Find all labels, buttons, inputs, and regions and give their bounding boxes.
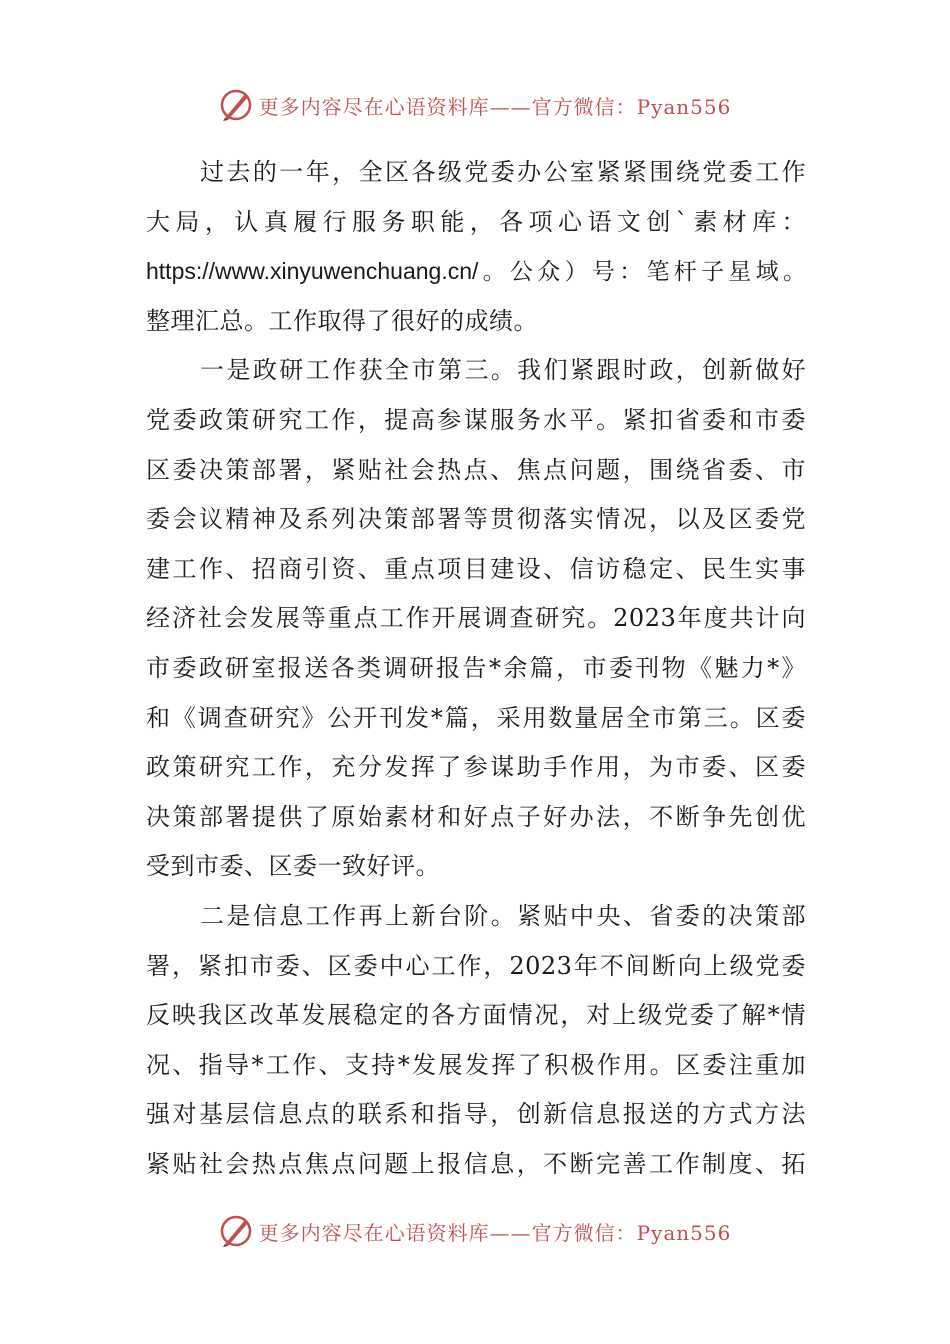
paragraph-line: 署，紧扣市委、区委中心工作，2023年不间断向上级党委 xyxy=(146,951,806,980)
paragraph-line: 二是信息工作再上新台阶。紧贴中央、省委的决策部 xyxy=(200,901,806,930)
paragraph-line: 况、指导*工作、支持*发展发挥了积极作用。区委注重加 xyxy=(146,1050,806,1079)
paragraph-line: 党委政策研究工作，提高参谋服务水平。紧扣省委和市委 xyxy=(146,405,806,434)
paragraph-line: 受到市委、区委一致好评。 xyxy=(146,852,440,881)
document-body xyxy=(146,148,806,1189)
paragraph-line: 区委决策部署，紧贴社会热点、焦点问题，围绕省委、市 xyxy=(146,455,806,484)
paragraph-line: 决策部署提供了原始素材和好点子好办法，不断争先创优 xyxy=(146,802,806,831)
header-banner-text: 更多内容尽在心语资料库——官方微信：Pyan556 xyxy=(258,94,732,119)
paragraph-line: 和《调查研究》公开刊发*篇，采用数量居全市第三。区委 xyxy=(146,703,806,732)
pen-logo-icon xyxy=(219,88,253,122)
paragraph-line: 大局，认真履行服务职能，各项心语文创`素材库： xyxy=(146,207,806,236)
paragraph-line: 建工作、招商引资、重点项目建设、信访稳定、民生实事 xyxy=(146,554,806,583)
paragraph-line: 市委政研室报送各类调研报告*余篇，市委刊物《魅力*》 xyxy=(146,653,806,682)
footer-banner xyxy=(0,1206,950,1256)
paragraph-line: 一是政研工作获全市第三。我们紧跟时政，创新做好 xyxy=(200,356,806,385)
paragraph-line: 反映我区改革发展稳定的各方面情况，对上级党委了解*情 xyxy=(146,1001,806,1030)
paragraph-line: 委会议精神及系列决策部署等贯彻落实情况，以及区委党 xyxy=(146,505,806,534)
paragraph-line: 经济社会发展等重点工作开展调查研究。2023年度共计向 xyxy=(146,604,806,633)
header-banner xyxy=(0,80,950,130)
paragraph-line: 整理汇总。工作取得了很好的成绩。 xyxy=(146,306,538,335)
paragraph-line: 紧贴社会热点焦点问题上报信息，不断完善工作制度、拓 xyxy=(146,1149,806,1178)
paragraph-line: 政策研究工作，充分发挥了参谋助手作用，为市委、区委 xyxy=(146,753,806,782)
paragraph-line: 强对基层信息点的联系和指导，创新信息报送的方式方法 xyxy=(146,1100,806,1129)
footer-banner-text: 更多内容尽在心语资料库——官方微信：Pyan556 xyxy=(258,1220,732,1245)
paragraph-line: 过去的一年，全区各级党委办公室紧紧围绕党委工作 xyxy=(200,158,806,186)
paragraph-line-url: https://www.xinyuwenchuang.cn/。公众）号：笔杆子星域。 xyxy=(146,258,806,285)
pen-logo-icon xyxy=(219,1214,253,1248)
